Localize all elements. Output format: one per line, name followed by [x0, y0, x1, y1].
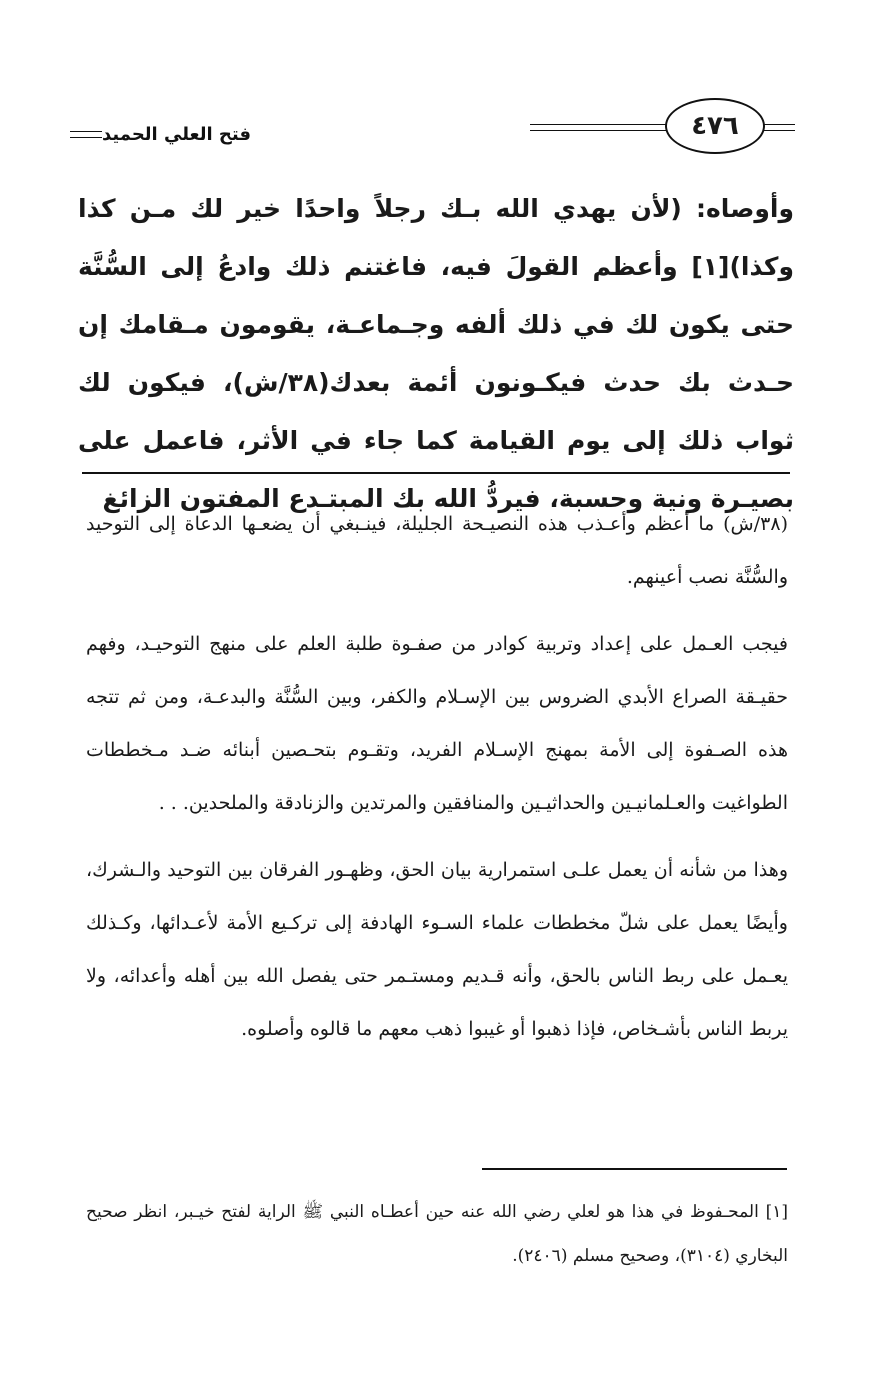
header-rule-right — [760, 124, 795, 131]
main-paragraph: وأوصاه: (لأن يهدي الله بـك رجلاً واحدًا خير لك مـن كذا وكذا)[١] وأعظم القولَ فيه، فاغتنم ذلك وادعُ إلى السُّنَّة حتى يكون لك في ذلك ألفه وجـماعـة، يقومون مـقامك إن حـدث بك حدث فيكـونون أئمة بعدك(٣٨/ش)، فيكون لك ثواب ذلك إلى يوم القيامة كما جاء في الأثر، فاعمل على بصيـرة ونية وحسبة، فيردُّ الله بك المبتـدع المفتون الزائغ — [78, 194, 794, 513]
footnote-text: [١] المحـفوظ في هذا هو لعلي رضي الله عنه حين أعطـاه النبي ﷺ الراية لفتح خيـبر، انظر صحيح البخاري (٣١٠٤)، وصحيح مسلم (٢٤٠٦). — [86, 1202, 788, 1266]
header-rule-left — [530, 124, 670, 131]
page-header — [60, 92, 795, 162]
running-title-group — [60, 124, 251, 145]
footnote-divider — [482, 1168, 787, 1170]
commentary-paragraph: فيجب العـمل على إعداد وتربية كوادر من صفـوة طلبة العلم على منهج التوحيـد، وفهم حقيـقة الصراع الأبدي الضروس بين الإسـلام والكفر، وبين السُّنَّة والبدعـة، ومن ثم تتجه هذه الصـفوة إلى الأمة بمهنج الإسـلام الفريد، وتقـوم بتحـصين أبنائه ضـد مـخططات الطواغيت والعـلمانيـين والحداثيـين والمنافقين والمرتدين والزنادقة والملحدين. . . — [86, 633, 788, 814]
commentary-divider — [82, 472, 790, 474]
running-title: فتح العلي الحميد — [102, 124, 252, 145]
commentary-paragraph: (٣٨/ش) ما أعظم وأعـذب هذه النصيـحة الجليلة، فينـبغي أن يضعـها الدعاة إلى التوحيد والسُّنَّة نصب أعينهم. — [86, 513, 788, 588]
title-ornament-rule — [70, 131, 102, 138]
footnote-section — [86, 1190, 788, 1278]
main-text — [78, 180, 794, 528]
commentary-section — [86, 498, 788, 1070]
commentary-paragraph: وهذا من شأنه أن يعمل علـى استمرارية بيان الحق، وظهـور الفرقان بين التوحيد والـشرك، وأيضًا يعمل على شلّ مخططات علماء السـوء الهادفة إلى تركـيع الأمة لأعـدائها، وكـذلك يعـمل على ربط الناس بالحق، وأنه قـديم ومستـمر حتى يفصل الله بين أهله وأعدائه، ولا يربط الناس بأشـخاص، فإذا ذهبوا أو غيبوا ذهب معهم ما قالوه وأصلوه. — [86, 859, 788, 1040]
page-number: ٤٧٦ — [665, 98, 765, 154]
